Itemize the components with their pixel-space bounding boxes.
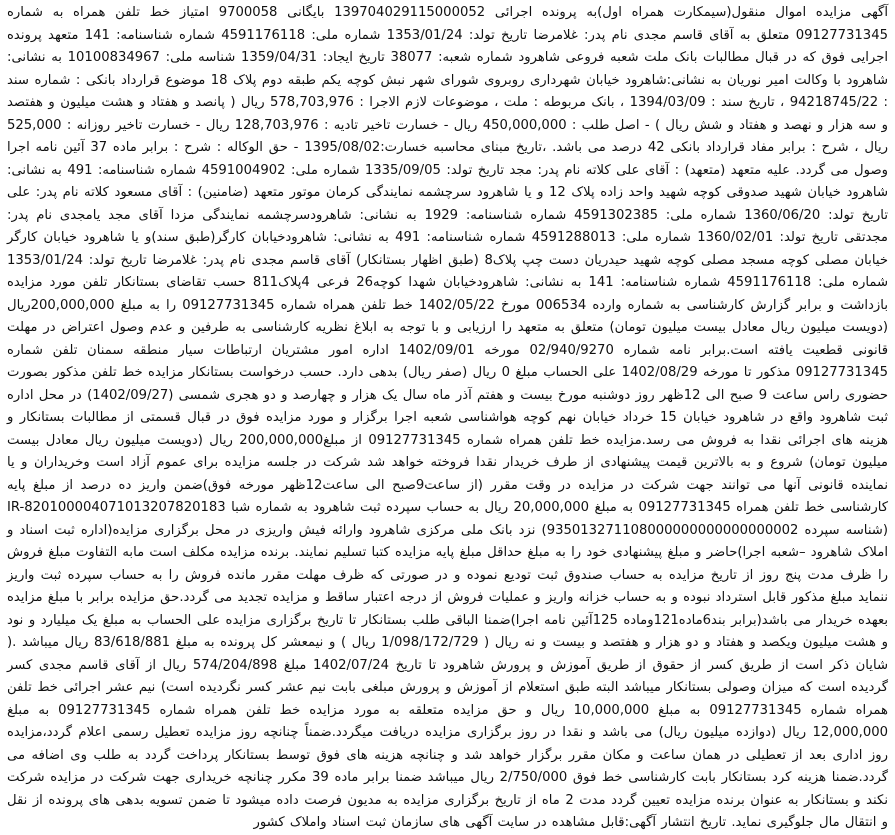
notice-body-text: آگهی مزایده اموال منقول(سیمکارت همراه اول)به پرونده اجرائی 139704029115000052 بایگانی 9700058 امتیاز خط تلفن همراه به شماره 09127731345 متعلق به آقای قاسم مجدی نام پدر: غلامرضا تاریخ تولد: 1353/01/24 شماره ملی: 4591176118 شماره شناسنامه: 141 متعهد پرونده اجرایی فوق که در قبال مطالبات بانک ملت شعبه فروعی شاهرود شماره شعبه: 38077 تاریخ ایجاد: 1359/04/31 شناسه ملی: 10100834967 به نشانی: شاهرود با وکالت امیر نوریان به نشانی:شاهرود خیابان شهرداری روبروی شورای شهر نبش کوچه یکم طبقه دوم پلاک 18 موضوع قرارداد بانکی : شماره سند : 94218745/22 ، تاریخ سند : 1394/03/09 ، بانک مربوطه : ملت ، موضوعات لازم الاجرا : 578,703,976 ریال ( پانصد و هفتاد و هشت میلیون و هفتصد و سه هزار و نهصد و هفتاد و شش ریال ) - اصل طلب : 450,000,000 ریال - خسارت تاخیر تادیه : 128,703,976 ریال - خسارت تاخیر روزانه : 525,000 ریال ، شرح : برابر مفاد قرارداد بانکی 42 درصد می باشد. ،تاریخ مبنای محاسبه خسارت:1395/08/02 - حق الوکاله : شرح : برابر ماده 37 آئین نامه اجرا وصول می گردد. علیه متعهد (متعهد) : آقای علی کلاته نام پدر: مجد تاریخ تولد: 1335/09/05 شماره ملی: 4591004902 شماره شناسنامه: 491 به نشانی: شاهرود خیابان شهید صدوقی کوچه شهید واحد زاده پلاک 12 و یا شاهرود سرچشمه نمایندگی کرمان موتور متعهد (ضامنین) : آقای مسعود کلاته نام پدر: علی تاریخ تولد: 1360/06/20 شماره ملی: 4591302385 شماره شناسنامه: 1929 به نشانی: شاهرودسرچشمه نمایندگی مزدا آقای مجد یامجدی نام پدر: مجدتقی تاریخ تولد: 1360/02/01 شماره ملی: 4591288013 شماره شناسنامه: 491 به نشانی: شاهرودخیابان کارگر(طبق سند)و یا شاهرود خیابان کارگر خیابان مصلی کوچه مسجد مصلی کوچه شهید حیدریان دست چپ پلاک8 (طبق اظهار بستانکار) آقای قاسم مجدی نام پدر: غلامرضا تاریخ تولد: 1353/01/24 شماره ملی: 4591176118 شماره شناسنامه: 141 به نشانی: شاهرودخیابان شهدا کوچه26 فرعی 4پلاک811 حسب تقاضای بستانکار تلفن مورد مزایده بازداشت و برابر گزارش کارشناسی به شماره وارده 006534 مورخ 1402/05/22 خط تلفن همراه شماره 09127731345 را به مبلغ 200,000,000ریال (دویست میلیون ریال معادل بیست میلیون تومان) متعلق به متعهد را ارزیابی و با توجه به ابلاغ نظریه کارشناسی به طرفین و عدم وصول اعتراض در مهلت قانونی قطعیت یافته است.برابر نامه شماره 02/940/9270 مورخه 1402/09/01 اداره امور مشتریان ارتباطات سیار منطقه سمنان تلفن شماره 09127731345 مذکور تا مورخه 1402/08/29 علی الحساب مبلغ 0 ریال (صفر ریال) بدهی دارد. حسب درخواست بستانکار مزایده خط تلفن مذکور بصورت حضوری راس ساعت 9 صبح الی 12ظهر روز دوشنبه مورخ بیست و هفتم آذر ماه سال یک هزار و چهارصد و دو هجری شمسی (1402/09/27) در محل اداره ثبت شاهرود واقع در شاهرود خیابان 15 خرداد خیابان نهم کوچه هواشناسی شعبه اجرا برگزار و مورد مزایده فوق در قبال قسمتی از مطالبات بستانکار و هزینه های اجرائی نقدا به فروش می رسد.مزایده خط تلفن همراه شماره 09127731345 از مبلغ200,000,000 ریال (دویست میلیون ریال معادل بیست میلیون تومان) شروع و به بالاترین قیمت پیشنهادی از طرف خریدار نقدا فروخته خواهد شد شرکت در جلسه مزایده برای عموم آزاد است وخریداران و یا نماینده قانونی آنها می توانند جهت شرکت در مزایده در وقت مقرر (از ساعت9صبح الی ساعت12ظهر مورخه فوق)ضمن واریز ده درصد از مبلغ پایه کارشناسی خط تلفن همراه 09127731345 به مبلغ 20,000,000 ریال به حساب سپرده ثبت شاهرود به شماره شبا IR-820100004071013207820183 (شناسه سپرده 935013271108000000000000000002) نزد بانک ملی مرکزی شاهرود وارائه فیش واریزی در محل برگزاری مزایده(اداره ثبت اسناد و املاک شاهرود –شعبه اجرا)حاضر و مبلغ پیشنهادی خود را به مبلغ حداقل مبلغ پایه مزایده کتبا تسلیم نمایند. برنده مزایده مکلف است مابه التفاوت مبلغ فروش را ظرف مدت پنج روز از تاریخ مزایده به حساب صندوق ثبت تودیع نموده و در صورتی که ظرف مهلت مقرر مانده فروش را به حساب سپرده ثبت واریز ننماید مبلغ مذکور قابل استرداد نبوده و به حساب خزانه واریز و عملیات فروش از درجه اعتبار ساقط و مزایده تجدید می گردد.حق مزایده برابر با مبلغ مزایده بعهده خریدار می باشد(برابر بند6ماده121وماده 125آئین نامه اجرا)ضمنا الباقی طلب بستانکار تا تاریخ برگزاری مزایده علی الحساب به مبلغ یک میلیارد و نود و هشت میلیون ویکصد و هفتاد و دو هزار و هفتصد و بیست و نه ریال ( 1/098/172/729 ریال ) و نیمعشر کل پرونده به مبلغ 83/618/881 ریال میباشد .( شایان ذکر است از طریق کسر از حقوق از طریق آموزش و پرورش شاهرود تا تاریخ 1402/07/24 مبلغ 574/204/898 ریال از آقای قاسم مجدی کسر گردیده است که میزان وصولی بستانکار میباشد البته طبق استعلام از آموزش و پرورش مبلغی بابت نیم عشر کسر نگردیده است) نیم عشر اجرائی خط تلفن همراه شماره 09127731345 به مبلغ 10,000,000 ریال و حق مزایده متعلقه به مورد مزایده خط تلفن همراه شماره 09127731345 به مبلغ 12,000,000 ریال (دوازده میلیون ریال) می باشد و نقدا در روز برگزاری مزایده دریافت میگردد.ضمناً چنانچه روز مزایده تعطیل رسمی اعلام گردد،مزایده روز اداری بعد از تعطیلی در همان ساعت و مکان مقرر برگزار خواهد شد و چنانچه هزینه های فوق توسط بستانکار پرداخت گردد به طلب وی اضافه می گردد.ضمنا هزینه کرد بستانکار بابت کارشناسی خط فوق 2/750/000 ریال میباشد ضمنا برابر ماده 39 مکرر چنانچه خریداری جهت شرکت در مزایده شرکت نکند و بستانکار به عنوان برنده مزایده تعیین گردد مدت 2 ماه از تاریخ برگزاری مزایده به مدیون فرصت داده میشود تا ضمن تسویه بدهی های پرونده از نقل و انتقال مال جلوگیری نماید. تاریخ انتشار آگهی:قابل مشاهده در سایت آگهی های سازمان ثبت اسناد واملاک کشور [7,5,889,830]
